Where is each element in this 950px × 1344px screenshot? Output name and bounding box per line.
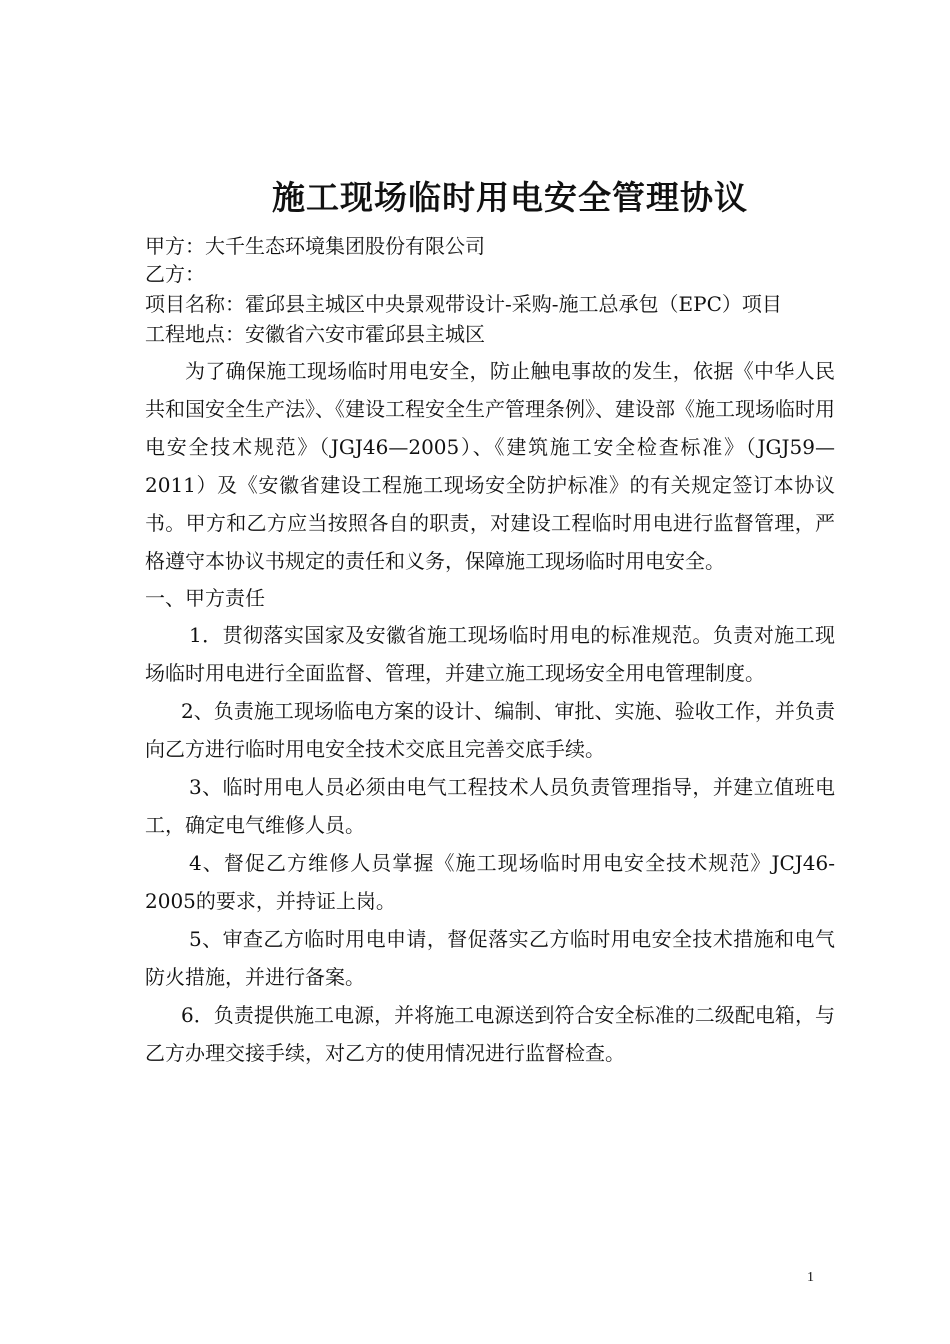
list-item: 1．贯彻落实国家及安徽省施工现场临时用电的标准规范。负责对施工现场临时用电进行全面监督、管理，并建立施工现场安全用电管理制度。: [145, 623, 835, 685]
list-item: 2、负责施工现场临电方案的设计、编制、审批、实施、验收工作，并负责向乙方进行临时用电安全技术交底且完善交底手续。: [145, 699, 835, 761]
party-b-line: 乙方：: [145, 262, 205, 286]
intro-paragraph: 为了确保施工现场临时用电安全，防止触电事故的发生，依据《中华人民共和国安全生产法》、《建设工程安全生产管理条例》、建设部《施工现场临时用电安全技术规范》（JGJ46—2005）、《建筑施工安全检查标准》（JGJ59—2011）及《安徽省建设工程施工现场安全防护标准》的有关规定签订本协议书。甲方和乙方应当按照各自的职责，对建设工程临时用电进行监督管理，严格遵守本协议书规定的责任和义务，保障施工现场临时用电安全。: [145, 359, 835, 573]
document-title: 施工现场临时用电安全管理协议: [272, 178, 748, 217]
party-a-line: 甲方：大千生态环境集团股份有限公司: [145, 234, 485, 258]
list-item: 3、临时用电人员必须由电气工程技术人员负责管理指导，并建立值班电工，确定电气维修人员。: [145, 775, 835, 837]
list-item: 5、审查乙方临时用电申请，督促落实乙方临时用电安全技术措施和电气防火措施，并进行备案。: [145, 927, 835, 989]
document-body: [145, 232, 835, 1072]
section-heading-party-a-responsibilities: 一、甲方责任: [145, 586, 265, 610]
page-number: 1: [807, 1270, 814, 1285]
project-name-line: 项目名称：霍邱县主城区中央景观带设计-采购-施工总承包（EPC）项目: [145, 292, 782, 316]
project-location-line: 工程地点：安徽省六安市霍邱县主城区: [145, 322, 485, 346]
list-item: 4、督促乙方维修人员掌握《施工现场临时用电安全技术规范》JCJ46-2005的要求，并持证上岗。: [145, 851, 835, 913]
list-item: 6．负责提供施工电源，并将施工电源送到符合安全标准的二级配电箱，与乙方办理交接手续，对乙方的使用情况进行监督检查。: [145, 1003, 835, 1065]
